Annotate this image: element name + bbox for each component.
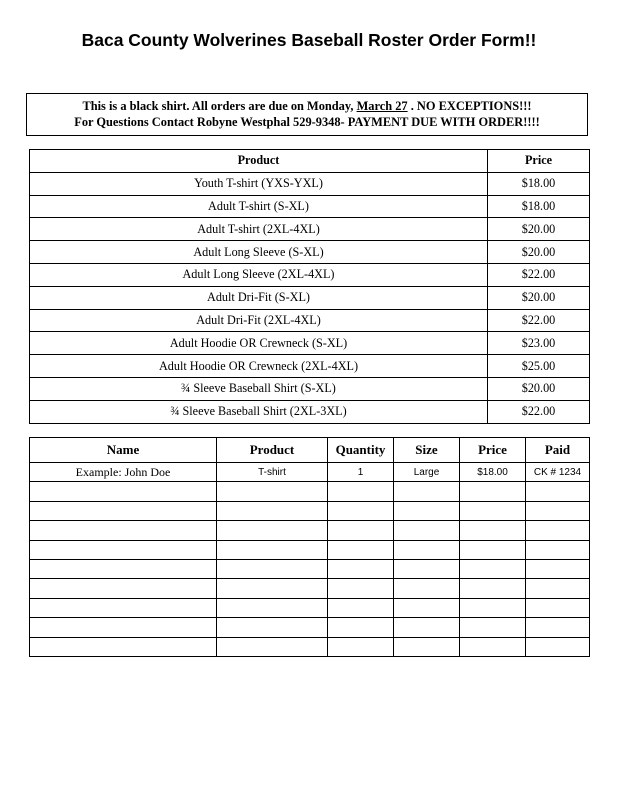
price-row-product: Adult T-shirt (S-XL)	[30, 195, 488, 218]
order-paid-cell[interactable]	[526, 618, 590, 637]
order-price-cell[interactable]	[460, 618, 526, 637]
order-name-cell[interactable]	[30, 637, 217, 656]
order-price-cell[interactable]	[460, 482, 526, 501]
price-row-price: $18.00	[488, 172, 590, 195]
order-header-size: Size	[394, 438, 460, 463]
order-price-cell[interactable]	[460, 540, 526, 559]
example-name: Example: John Doe	[30, 463, 217, 482]
order-price-cell[interactable]	[460, 521, 526, 540]
price-row	[30, 195, 590, 218]
price-row-product: Adult Long Sleeve (S-XL)	[30, 241, 488, 264]
order-row	[30, 618, 590, 637]
order-quantity-cell[interactable]	[328, 501, 394, 520]
notice-line-1	[27, 98, 587, 114]
order-row	[30, 482, 590, 501]
order-product-cell[interactable]	[217, 521, 328, 540]
order-paid-cell[interactable]	[526, 598, 590, 617]
order-row	[30, 637, 590, 656]
order-size-cell[interactable]	[394, 521, 460, 540]
order-price-cell[interactable]	[460, 579, 526, 598]
order-paid-cell[interactable]	[526, 579, 590, 598]
order-product-cell[interactable]	[217, 501, 328, 520]
order-name-cell[interactable]	[30, 579, 217, 598]
order-name-cell[interactable]	[30, 598, 217, 617]
price-row	[30, 355, 590, 378]
price-row	[30, 400, 590, 423]
price-row-price: $20.00	[488, 218, 590, 241]
price-row	[30, 286, 590, 309]
price-row-price: $25.00	[488, 355, 590, 378]
price-row-price: $23.00	[488, 332, 590, 355]
price-row-price: $22.00	[488, 309, 590, 332]
price-row-price: $20.00	[488, 241, 590, 264]
price-row-product: Adult Dri-Fit (S-XL)	[30, 286, 488, 309]
price-row-price: $20.00	[488, 286, 590, 309]
order-product-cell[interactable]	[217, 559, 328, 578]
order-quantity-cell[interactable]	[328, 540, 394, 559]
price-table-header-price: Price	[488, 150, 590, 173]
price-row	[30, 263, 590, 286]
order-table-header-row	[30, 438, 590, 463]
order-price-cell[interactable]	[460, 637, 526, 656]
order-quantity-cell[interactable]	[328, 482, 394, 501]
price-row-product: ¾ Sleeve Baseball Shirt (2XL-3XL)	[30, 400, 488, 423]
order-row	[30, 540, 590, 559]
order-name-cell[interactable]	[30, 521, 217, 540]
order-paid-cell[interactable]	[526, 637, 590, 656]
price-row-product: Youth T-shirt (YXS-YXL)	[30, 172, 488, 195]
order-row	[30, 559, 590, 578]
order-paid-cell[interactable]	[526, 521, 590, 540]
order-header-product: Product	[217, 438, 328, 463]
order-header-name: Name	[30, 438, 217, 463]
price-table-header-row	[30, 150, 590, 173]
order-example-row	[30, 463, 590, 482]
order-paid-cell[interactable]	[526, 482, 590, 501]
order-name-cell[interactable]	[30, 618, 217, 637]
price-table	[29, 149, 590, 424]
price-row	[30, 218, 590, 241]
order-quantity-cell[interactable]	[328, 637, 394, 656]
price-row	[30, 172, 590, 195]
order-size-cell[interactable]	[394, 598, 460, 617]
example-quantity: 1	[328, 463, 394, 482]
order-row	[30, 521, 590, 540]
order-paid-cell[interactable]	[526, 501, 590, 520]
order-product-cell[interactable]	[217, 637, 328, 656]
order-header-paid: Paid	[526, 438, 590, 463]
price-row-product: Adult Dri-Fit (2XL-4XL)	[30, 309, 488, 332]
order-row	[30, 579, 590, 598]
order-product-cell[interactable]	[217, 540, 328, 559]
notice-box	[26, 93, 588, 136]
order-paid-cell[interactable]	[526, 559, 590, 578]
order-quantity-cell[interactable]	[328, 598, 394, 617]
price-row-product: ¾ Sleeve Baseball Shirt (S-XL)	[30, 377, 488, 400]
order-name-cell[interactable]	[30, 501, 217, 520]
notice-line-1-end: . NO EXCEPTIONS!!!	[407, 99, 532, 113]
order-table	[29, 437, 590, 657]
notice-line-2: For Questions Contact Robyne Westphal 529-9348- PAYMENT DUE WITH ORDER!!!!	[74, 115, 540, 129]
order-name-cell[interactable]	[30, 559, 217, 578]
example-paid: CK # 1234	[526, 463, 590, 482]
order-size-cell[interactable]	[394, 618, 460, 637]
price-row-product: Adult T-shirt (2XL-4XL)	[30, 218, 488, 241]
price-row-price: $22.00	[488, 400, 590, 423]
order-paid-cell[interactable]	[526, 540, 590, 559]
price-row	[30, 377, 590, 400]
price-row-price: $20.00	[488, 377, 590, 400]
order-quantity-cell[interactable]	[328, 521, 394, 540]
order-product-cell[interactable]	[217, 579, 328, 598]
order-quantity-cell[interactable]	[328, 559, 394, 578]
order-price-cell[interactable]	[460, 501, 526, 520]
order-size-cell[interactable]	[394, 637, 460, 656]
order-header-price: Price	[460, 438, 526, 463]
example-price: $18.00	[460, 463, 526, 482]
price-row-price: $22.00	[488, 263, 590, 286]
notice-line-1-start: This is a black shirt. All orders are due on Monday,	[82, 99, 357, 113]
due-date: March 27	[356, 99, 408, 113]
order-product-cell[interactable]	[217, 598, 328, 617]
order-size-cell[interactable]	[394, 579, 460, 598]
order-quantity-cell[interactable]	[328, 579, 394, 598]
order-size-cell[interactable]	[394, 501, 460, 520]
example-product: T-shirt	[217, 463, 328, 482]
price-row	[30, 241, 590, 264]
price-row-product: Adult Long Sleeve (2XL-4XL)	[30, 263, 488, 286]
price-row-product: Adult Hoodie OR Crewneck (S-XL)	[30, 332, 488, 355]
order-size-cell[interactable]	[394, 482, 460, 501]
price-table-header-product: Product	[30, 150, 488, 173]
page-title: Baca County Wolverines Baseball Roster Order Form!!	[81, 30, 537, 50]
example-size: Large	[394, 463, 460, 482]
order-name-cell[interactable]	[30, 540, 217, 559]
price-row-price: $18.00	[488, 195, 590, 218]
price-row-product: Adult Hoodie OR Crewneck (2XL-4XL)	[30, 355, 488, 378]
order-size-cell[interactable]	[394, 540, 460, 559]
order-price-cell[interactable]	[460, 598, 526, 617]
order-price-cell[interactable]	[460, 559, 526, 578]
order-row	[30, 501, 590, 520]
order-header-quantity: Quantity	[328, 438, 394, 463]
order-product-cell[interactable]	[217, 482, 328, 501]
order-name-cell[interactable]	[30, 482, 217, 501]
order-row	[30, 598, 590, 617]
order-quantity-cell[interactable]	[328, 618, 394, 637]
price-row	[30, 309, 590, 332]
order-product-cell[interactable]	[217, 618, 328, 637]
price-row	[30, 332, 590, 355]
order-size-cell[interactable]	[394, 559, 460, 578]
